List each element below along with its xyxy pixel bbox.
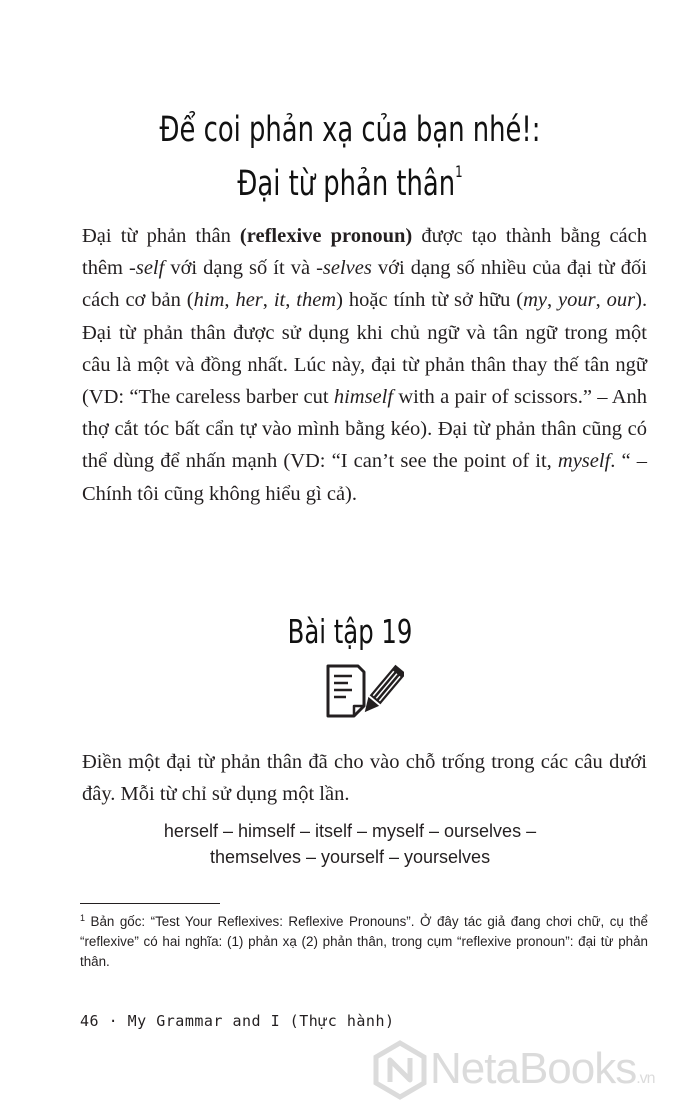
intro-term-italic: self	[135, 257, 165, 280]
intro-term-bold: (reflexive pronoun)	[239, 225, 413, 247]
intro-term-italic: them	[296, 289, 337, 312]
footnote-marker: 1	[80, 913, 86, 923]
exercise-title: Bài tập 19	[287, 612, 413, 651]
page-title-text: Đại từ phản thân	[237, 164, 456, 204]
intro-term-italic: him	[193, 289, 225, 312]
intro-term-italic: our	[606, 289, 636, 312]
exercise-instruction: Điền một đại từ phản thân đã cho vào chỗ trống trong các câu dưới đây. Mỗi từ chỉ sử dụng một lần.	[82, 751, 647, 806]
intro-paragraph	[82, 220, 647, 510]
intro-text: được tạo thành bằng cách thêm -	[82, 225, 647, 280]
intro-text: với dạng số nhiều của đại từ đối cách cơ bản (	[82, 257, 647, 312]
netabooks-logo-icon	[370, 1040, 430, 1100]
watermark-suffix: .vn	[636, 1070, 655, 1087]
intro-term-italic: my	[523, 289, 547, 312]
intro-term-italic: it	[273, 289, 286, 312]
word-bank-line-2: themselves – yourself – yourselves	[209, 847, 491, 867]
intro-term-italic: selves	[322, 257, 372, 280]
page-title-line-1: Để coi phản xạ của bạn nhé!:	[159, 110, 541, 150]
netabooks-watermark	[370, 1040, 700, 1100]
word-bank-line-1: herself – himself – itself – myself – ourselves –	[163, 821, 537, 841]
watermark-brand-name: NetaBooks	[430, 1044, 637, 1093]
watermark-brand	[430, 1044, 655, 1094]
intro-term-italic: himself	[333, 386, 394, 409]
footnote-text: Bản gốc: “Test Your Reflexives: Reflexive Pronouns”. Ở đây tác giả đang chơi chữ, cụ thể “reflexive” có hai nghĩa: (1) phản xạ (2) phản thân, trong cụm “reflexive pronoun”: đại từ phản thân.	[80, 914, 648, 969]
intro-text: ,	[285, 289, 297, 312]
intro-text: . “ – Chính tôi cũng không hiểu gì cả).	[82, 450, 647, 505]
footnote	[80, 908, 648, 972]
intro-term-italic: her	[235, 289, 263, 312]
intro-text: ,	[262, 289, 274, 312]
intro-text: ,	[546, 289, 559, 312]
intro-text: ) hoặc tính từ sở hữu (	[336, 289, 524, 312]
intro-text: ). Đại từ phản thân được sử dụng khi chủ ngữ và tân ngữ trong một câu là một và đồng nhất. Lúc này, đại từ phản thân thay thế tân ngữ (VD: “The careless barber cut	[82, 289, 648, 409]
intro-text: with a pair of scissors.” – Anh thợ cắt tóc bất cẩn tự vào mình bằng kéo). Đại từ phản thân cũng có thể dùng để nhấn mạnh (VD: “I can’t see the point of it,	[82, 386, 648, 473]
intro-text: Đại từ phản thân	[82, 225, 240, 247]
page-title-line-2	[63, 150, 637, 206]
footnote-reference: 1	[455, 162, 463, 181]
intro-text: với dạng số ít và -	[164, 257, 323, 280]
page-folio: 46 · My Grammar and I (Thực hành)	[80, 1012, 395, 1030]
footnote-divider	[80, 903, 220, 904]
paper-pencil-icon	[324, 660, 404, 720]
intro-term-italic: myself	[557, 450, 611, 473]
intro-text: ,	[595, 289, 607, 312]
intro-term-italic: your	[558, 289, 596, 312]
intro-text: ,	[224, 289, 236, 312]
